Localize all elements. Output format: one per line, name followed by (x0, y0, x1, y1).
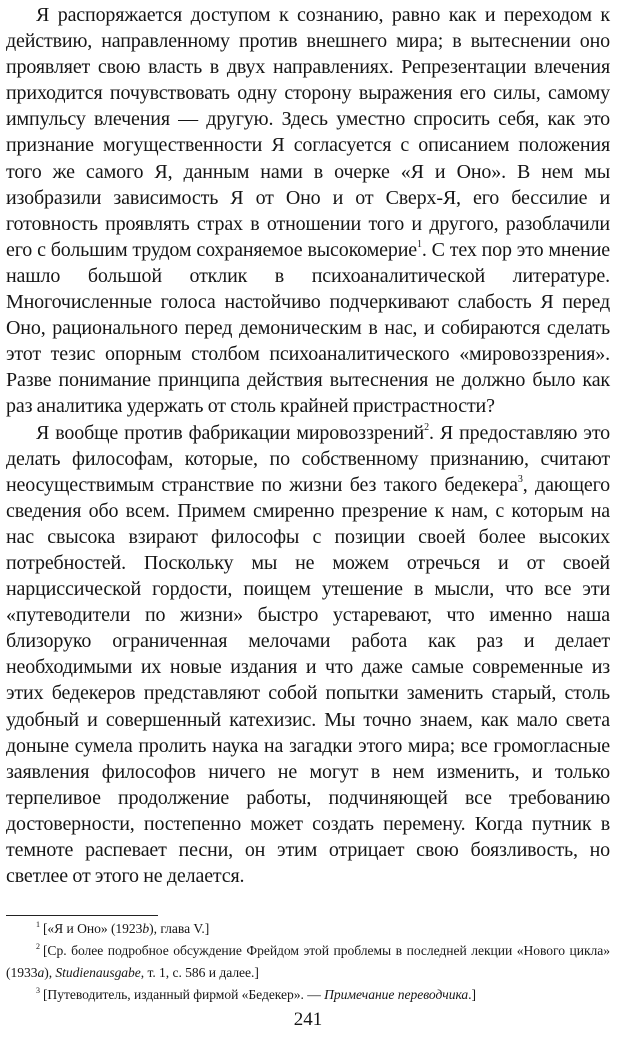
footnote-ref-3: 3 (517, 473, 523, 485)
footnote-ref-2: 2 (424, 421, 429, 433)
paragraph-2-text-c: , дающего сведения обо всем. Примем смиренно презрение к нам, с которым на нас свысока взирают философы с позиции своей более высоких потребностей. Поскольку мы не можем отречься и от своей нарциссической гордости, поищем утешение в мысли, что все эти «путеводители по жизни» быстро устаревают, что именно наша близоруко ограниченная мелочами работа как раз и делает необходимыми их новые издания и что даже самые современные из этих бедекеров представляют собой попытки заменить старый, столь удобный и совершенный катехизис. Мы точно знаем, как мало света доныне сумела пролить наука на загадки этого мира; все громогласные заявления философов ничего не могут в нем изменить, и только терпеливое продолжение работы, подчиняющей все требованию достоверности, постепенно может создать перемену. Когда путник в темноте распевает песни, он этим отрицает свою боязливость, но светлее от этого не делается. (6, 473, 610, 888)
paragraph-2-text-b: . Я предоставляю это делать философам, которые, по собственному признанию, считают неосуществимым странствие по жизни без такого бедекера (6, 421, 610, 496)
book-page (6, 0, 610, 1040)
footnote-2-mark: 2 (36, 942, 40, 951)
paragraph-1-text: Я распоряжается доступом к сознанию, равно как и переходом к действию, направленному против внешнего мира; в вытеснении оно проявляет свою власть в двух направлениях. Репрезентации влечения приходится почувствовать одну сторону выражения его силы, самому импульсу влечения — другую. Здесь уместно спросить себя, как это признание могущественности Я согласуется с описанием положения того же самого Я, данным нами в очерке «Я и Оно». В нем мы изобразили зависимость Я от Оно и от Сверх-Я, его бессилие и готовность проявлять страх в отношении того и другого, разоблачили его с большим трудом сохраняемое высокомерие (6, 4, 610, 261)
footnote-2 (6, 940, 610, 984)
footnote-1-end: ), глава V.] (149, 921, 210, 936)
footnotes (6, 918, 610, 1006)
footnote-2-italic-letter: a (37, 965, 45, 980)
footnote-1-mark: 1 (36, 920, 40, 929)
footnote-3-end: .] (468, 987, 476, 1002)
paragraph-2-text-a: Я вообще против фабрикации мировоззрений (36, 421, 425, 444)
footnote-divider (6, 915, 158, 916)
paragraph-1 (6, 2, 610, 420)
footnote-2-end: , т. 1, с. 586 и далее.] (140, 965, 259, 980)
paragraph-1-continuation: . С тех пор это мнение нашло большой отклик в психоаналитической литературе. Многочисленные голоса настойчиво подчеркивают слабость Я перед Оно, рационального перед демоническим в нас, и собираются сделать этот тезис опорным столбом психоаналитического «мировоззрения». Разве понимание принципа действия вытеснения не должно было как раз аналитика удержать от столь крайней пристрастности? (6, 238, 610, 418)
footnote-1-italic: b (142, 921, 150, 936)
footnote-2-text: [Ср. более подробное обсуждение Фрейдом этой проблемы в последней лекции «Нового цикла» (1933 (6, 943, 610, 980)
footnote-3-italic: Примечание переводчика (324, 987, 469, 1002)
footnote-1-text: [«Я и Оно» (1923 (42, 921, 143, 936)
page-number: 241 (293, 1009, 323, 1030)
paragraph-2 (6, 420, 610, 890)
footnote-ref-1: 1 (417, 238, 422, 250)
main-text (6, 2, 610, 889)
footnote-3-text: [Путеводитель, изданный фирмой «Бедекер». — (42, 987, 325, 1002)
footnote-2-sep: ), (44, 965, 56, 980)
footnote-3-mark: 3 (36, 986, 40, 995)
footnote-3 (6, 984, 610, 1006)
footnote-1 (6, 918, 610, 940)
footnote-2-italic-title: Studienausgabe (55, 965, 141, 980)
